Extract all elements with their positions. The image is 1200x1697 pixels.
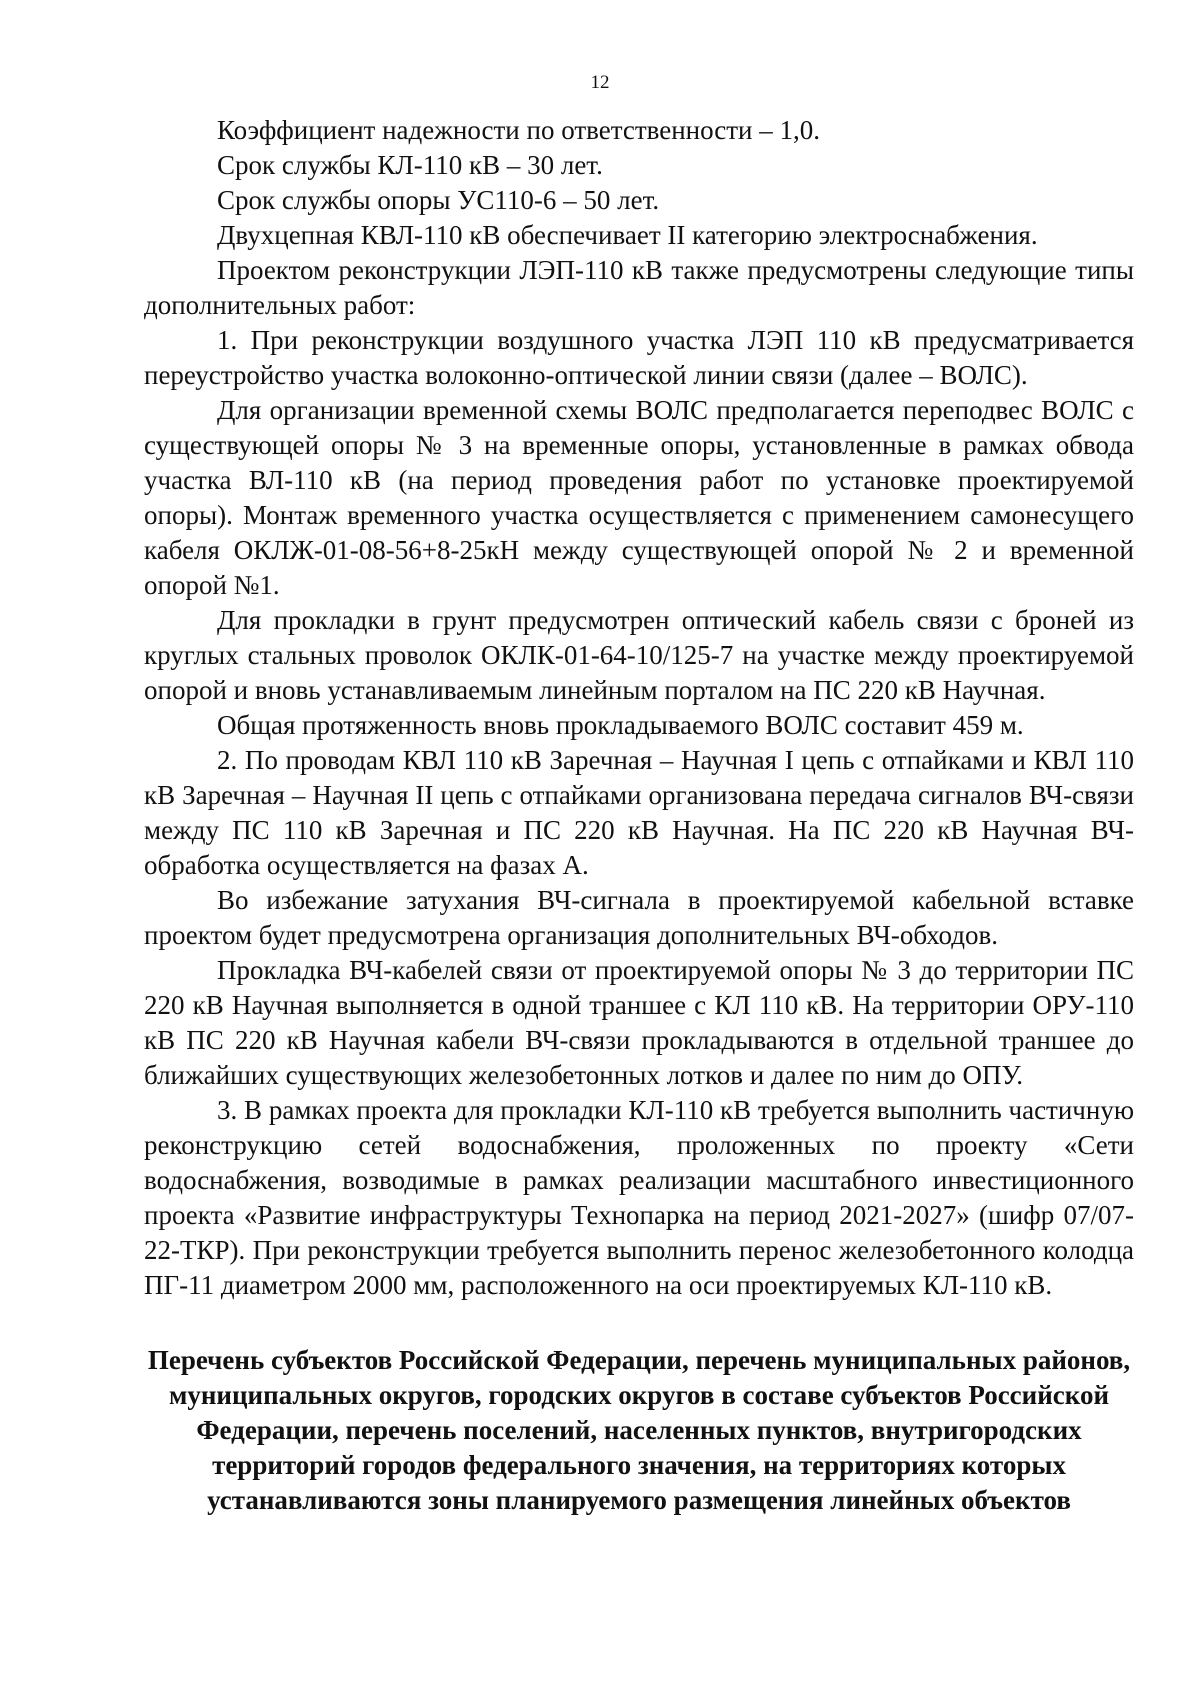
paragraph-additional-works-intro: Проектом реконструкции ЛЭП-110 кВ также предусмотрены следующие типы дополнительных работ: — [144, 255, 1134, 320]
paragraph-support-service-life: Срок службы опоры УС110-6 – 50 лет. — [217, 185, 660, 215]
paragraph-cable-service-life: Срок службы КЛ-110 кВ – 30 лет. — [217, 150, 603, 180]
body-text — [144, 113, 1134, 1303]
section-heading: Перечень субъектов Российской Федерации, перечень муниципальных районов, муниципальных округов, городских округов в составе субъектов Российской Федерации, перечень поселений, населенных пунктов, внутригородских территорий городов федерального значения, на территориях которых устанавливаются зоны планируемого размещения линейных объектов — [147, 1345, 1131, 1515]
paragraph-ground-cable: Для прокладки в грунт предусмотрен оптический кабель связи с броней из круглых стальных проволок ОКЛК-01-64-10/125-7 на участке между проектируемой опорой и вновь устанавливаемым линейным порталом на ПС 220 кВ Научная. — [144, 605, 1134, 705]
page-number: 12 — [590, 72, 610, 93]
paragraph-hf-cable-laying: Прокладка ВЧ-кабелей связи от проектируемой опоры № 3 до территории ПС 220 кВ Научная выполняется в одной траншее с КЛ 110 кВ. На территории ОРУ-110 кВ ПС 220 кВ Научная кабели ВЧ-связи прокладываются в отдельной траншее до ближайших существующих железобетонных лотков и далее по ним до ОПУ. — [144, 955, 1134, 1090]
paragraph-reliability-coefficient: Коэффициент надежности по ответственности – 1,0. — [217, 115, 821, 145]
paragraph-item-3-water-supply: 3. В рамках проекта для прокладки КЛ-110 кВ требуется выполнить частичную реконструкцию сетей водоснабжения, проложенных по проекту «Сети водоснабжения, возводимые в рамках реализации масштабного инвестиционного проекта «Развитие инфраструктуры Технопарка на период 2021-2027» (шифр 07/07-22-ТКР). При реконструкции требуется выполнить перенос железобетонного колодца ПГ-11 диаметром 2000 мм, расположенного на оси проектируемых КЛ-110 кВ. — [144, 1095, 1134, 1300]
paragraph-temporary-fiber-scheme: Для организации временной схемы ВОЛС предполагается переподвес ВОЛС с существующей опоры № 3 на временные опоры, установленные в рамках обвода участка ВЛ-110 кВ (на период проведения работ по установке проектируемой опоры). Монтаж временного участка осуществляется с применением самонесущего кабеля ОКЛЖ-01-08-56+8-25кН между существующей опорой № 2 и временной опорой №1. — [144, 395, 1134, 600]
paragraph-item-1-fiber-line: 1. При реконструкции воздушного участка ЛЭП 110 кВ предусматривается переустройство участка волоконно-оптической линии связи (далее – ВОЛС). — [144, 325, 1134, 390]
paragraph-power-supply-category: Двухцепная КВЛ-110 кВ обеспечивает II категорию электроснабжения. — [217, 220, 1038, 250]
paragraph-fiber-total-length: Общая протяженность вновь прокладываемого ВОЛС составит 459 м. — [217, 710, 1024, 740]
paragraph-item-2-hf-signals: 2. По проводам КВЛ 110 кВ Заречная – Научная I цепь с отпайками и КВЛ 110 кВ Заречная – Научная II цепь с отпайками организована передача сигналов ВЧ-связи между ПС 110 кВ Заречная и ПС 220 кВ Научная. На ПС 220 кВ Научная ВЧ-обработка осуществляется на фазах А. — [144, 745, 1134, 880]
paragraph-hf-bypass: Во избежание затухания ВЧ-сигнала в проектируемой кабельной вставке проектом будет предусмотрена организация дополнительных ВЧ-обходов. — [144, 885, 1134, 950]
